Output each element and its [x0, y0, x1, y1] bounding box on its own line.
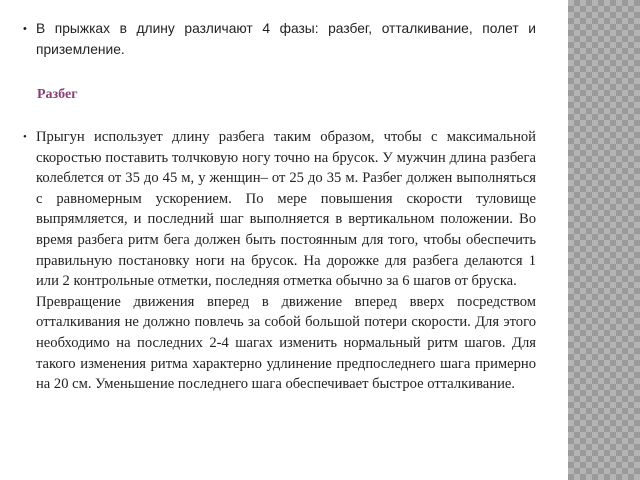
- intro-text: В прыжках в длину различают 4 фазы: разбег, отталкивание, полет и приземление.: [36, 21, 536, 57]
- body-paragraph-2: Превращение движения вперед в движение вперед вверх посредством отталкивания не должно повлечь за собой большой потери скорости. Для этого необходимо на последних 2-4 шагах изменить нормальный ритм шагов. Для такого изменения ритма характерно удлинение предпоследнего шага примерно на 20 см. Уменьшение последнего шага обеспечивает быстрое отталкивание.: [36, 293, 536, 393]
- intro-bullet: [23, 18, 536, 60]
- body-bullet: [23, 127, 536, 395]
- section-heading: Разбег: [37, 87, 78, 102]
- body-paragraph-1: Прыгун использует длину разбега таким образом, чтобы с максимальной скоростью поставить толчковую ногу точно на брусок. У мужчин длина разбега колеблется от 35 до 45 м, у женщин– от 25 до 35 м. Разбег должен выполняться с равномерным ускорением. По мере повышения скорости туловище выпрямляется, и последний шаг выполняется в вертикальном положении. Во время разбега ритм бега должен быть постоянным для того, чтобы обеспечить правильную постановку ноги на брусок. На дорожке для разбега делаются 1 или 2 контрольные отметки, последняя отметка обычно за 6 шагов от бруска.: [36, 129, 536, 290]
- bullet-icon: •: [23, 131, 27, 143]
- decorative-side-band: [568, 0, 640, 480]
- bullet-icon: •: [23, 23, 27, 35]
